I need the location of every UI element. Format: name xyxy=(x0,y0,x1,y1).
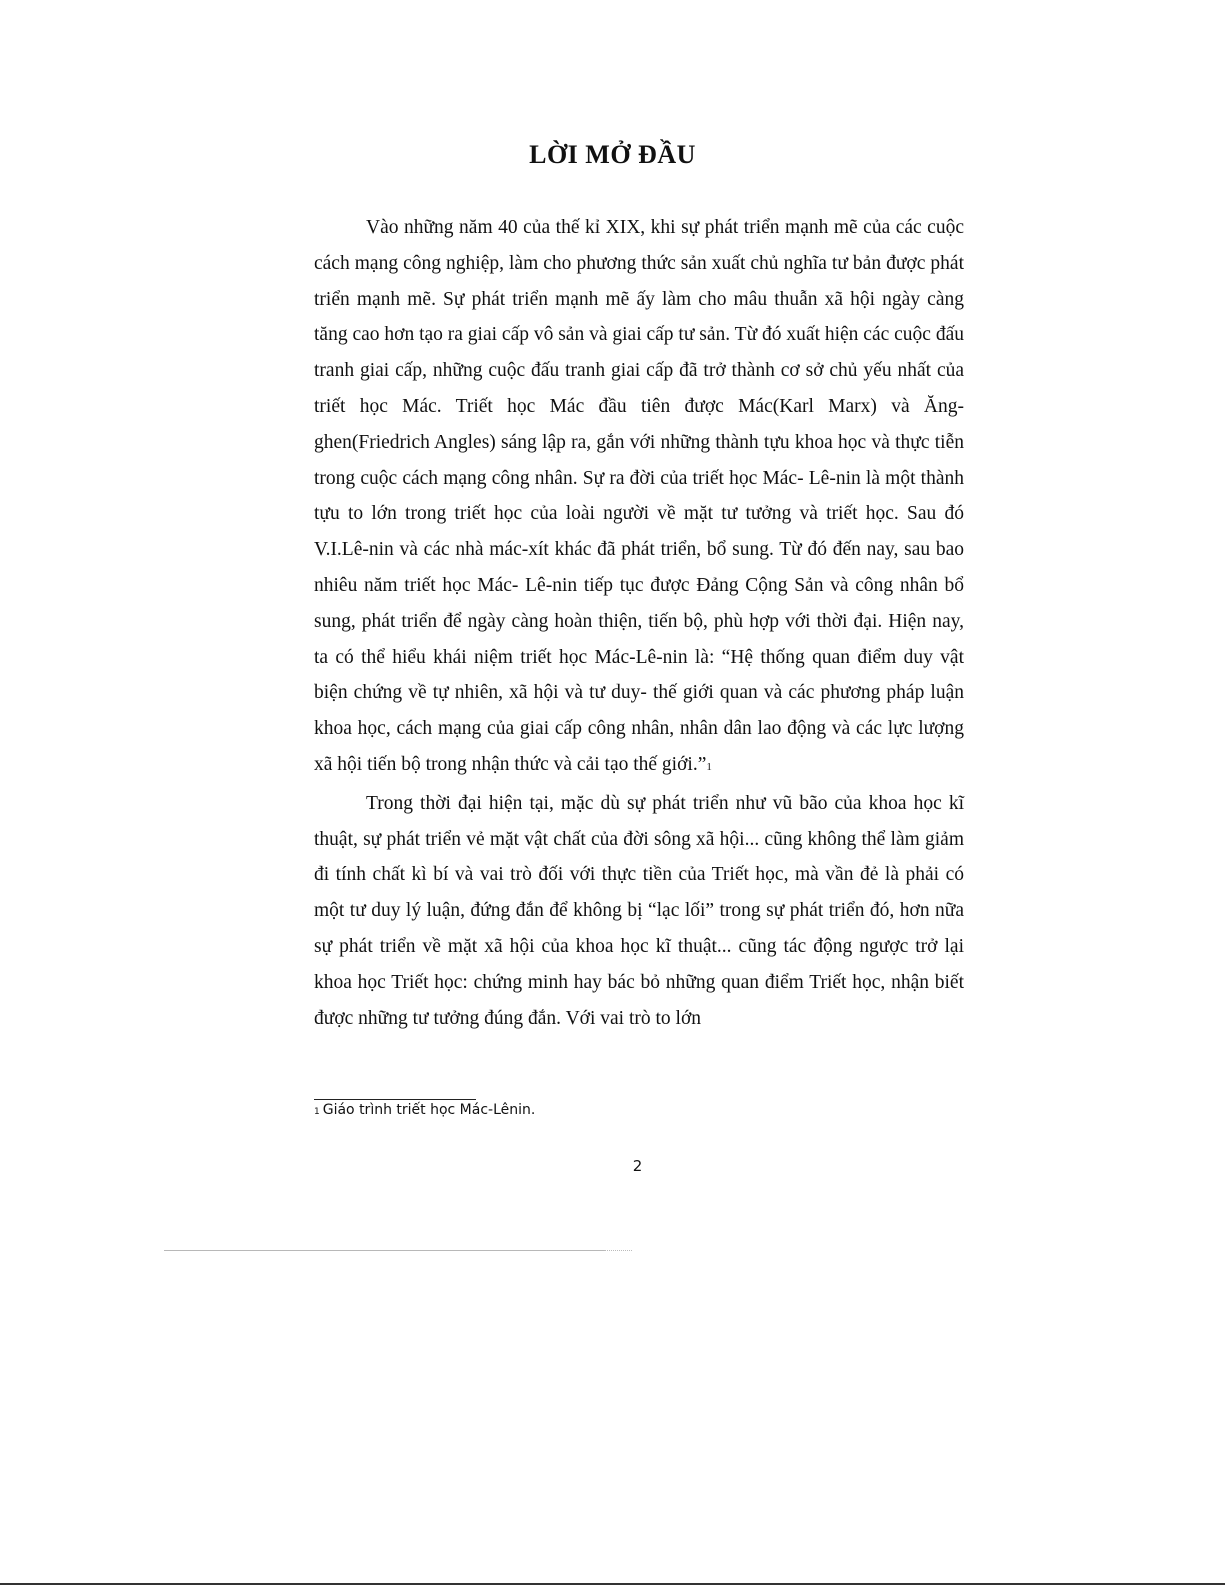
paragraph-second-text: Trong thời đại hiện tại, mặc dù sự phát triển như vũ bão của khoa học kĩ thuật, sự phát triển vẻ mặt vật chất của đời sông xã hội... cũng không thể làm giảm đi tính chất kì bí và vai trò đối với thực tiền của Triết học, mà vần đẻ là phải có một tư duy lý luận, đứng đắn để không bị “lạc lối” trong sự phát triển đó, hơn nữa sự phát triển về mặt xã hội của khoa học kĩ thuật... cũng tác động ngược trở lại khoa học Triết học: chứng minh hay bác bỏ những quan điểm Triết học, nhận biết được những tư tưởng đúng đắn. Với vai trò to lớn xyxy=(314,792,964,1029)
footnote-text: Giáo trình triết học Mác-Lênin. xyxy=(322,1102,536,1118)
footnote-separator xyxy=(314,1099,476,1100)
footnote-number: 1 xyxy=(314,1107,320,1117)
footnote xyxy=(314,1102,535,1118)
page-break-dots xyxy=(604,1250,632,1251)
body-text xyxy=(314,210,964,1036)
page-number: 2 xyxy=(632,1157,643,1175)
page-title: LỜI MỞ ĐẦU xyxy=(529,140,696,169)
paragraph-intro-text: Vào những năm 40 của thế kỉ XIX, khi sự phát triển mạnh mẽ của các cuộc cách mạng công nghiệp, làm cho phương thức sản xuất chủ nghĩa tư bản được phát triển mạnh mẽ. Sự phát triển mạnh mẽ ấy làm cho mâu thuẫn xã hội ngày càng tăng cao hơn tạo ra giai cấp vô sản và giai cấp tư sản. Từ đó xuất hiện các cuộc đấu tranh giai cấp, những cuộc đấu tranh giai cấp đã trở thành cơ sở chủ yếu nhất của triết học Mác. Triết học Mác đầu tiên được Mác(Karl Marx) và Ăng-ghen(Friedrich Angles) sáng lập ra, gắn với những thành tựu khoa học và thực tiễn trong cuộc cách mạng công nhân. Sự ra đời của triết học Mác- Lê-nin là một thành tựu to lớn trong triết học của loài người về mặt tư tưởng và triết học. Sau đó V.I.Lê-nin và các nhà mác-xít khác đã phát triển, bổ sung. Từ đó đến nay, sau bao nhiêu năm triết học Mác- Lê-nin tiếp tục được Đảng Cộng Sản và công nhân bổ sung, phát triển để ngày càng hoàn thiện, tiến bộ, phù hợp với thời đại. Hiện nay, ta có thể hiểu khái niệm triết học Mác-Lê-nin là: “Hệ thống quan điểm duy vật biện chứng về tự nhiên, xã hội và tư duy- thế giới quan và các phương pháp luận khoa học, cách mạng của giai cấp công nhân, nhân dân lao động và các lực lượng xã hội tiến bộ trong nhận thức và cải tạo thế giới.” xyxy=(314,217,964,775)
paragraph-intro xyxy=(314,210,964,786)
page-break-divider xyxy=(164,1250,604,1251)
footnote-reference[interactable]: 1 xyxy=(706,760,712,773)
paragraph-second xyxy=(314,786,964,1037)
